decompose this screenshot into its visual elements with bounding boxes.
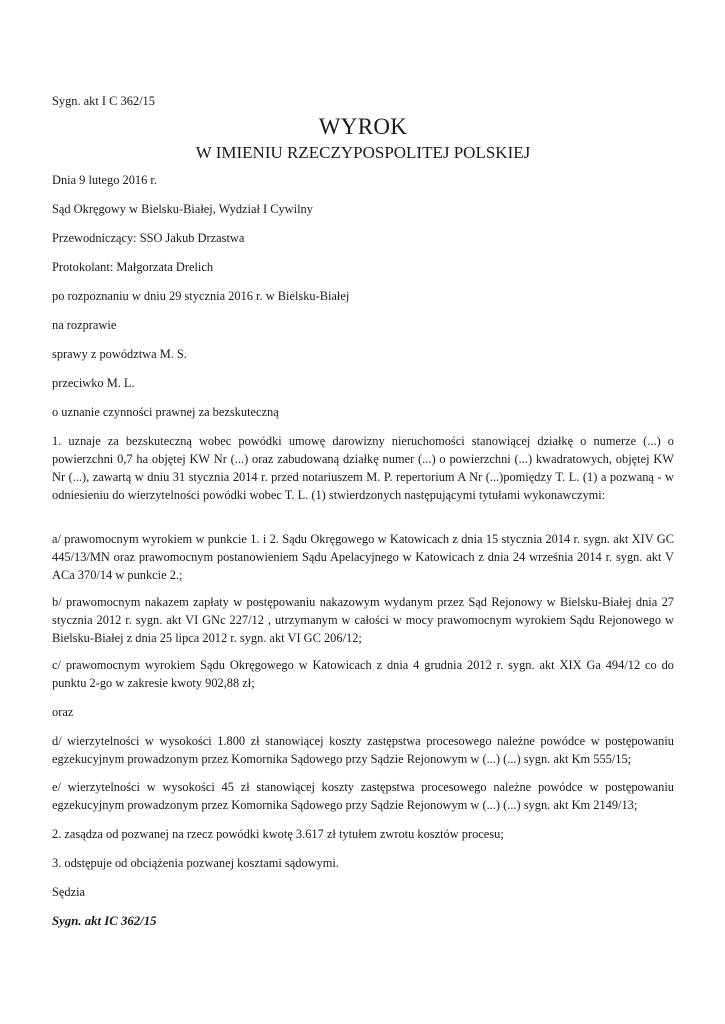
ruling-point-d: d/ wierzytelności w wysokości 1.800 zł stanowiącej koszty zastępstwa procesowego należne powódce w postępowaniu egzekucyjnym prowadzonym przez Komornika Sądowego przy Sądzie Rejonowym w (...) (...) sygn. akt Km 555/15; [52, 734, 674, 766]
ruling-point-e: e/ wierzytelności w wysokości 45 zł stanowiącej koszty zastępstwa procesowego należne powódce w postępowaniu egzekucyjnym prowadzonym przez Komornika Sądowego przy Sądzie Rejonowym w (...) (...) sygn. akt Km 2149/13; [52, 780, 674, 812]
presiding-judge: Przewodniczący: SSO Jakub Drzastwa [52, 231, 245, 245]
case-reference-footer: Sygn. akt IC 362/15 [52, 914, 157, 928]
defendant: przeciwko M. L. [52, 376, 135, 390]
plaintiff: sprawy z powództwa M. S. [52, 347, 187, 361]
case-subject: o uznanie czynności prawnej za bezskuteczną [52, 405, 279, 419]
ruling-point-3: 3. odstępuje od obciążenia pozwanej kosztami sądowymi. [52, 856, 339, 870]
document-title: WYROK [318, 114, 408, 139]
ruling-point-b: b/ prawomocnym nakazem zapłaty w postępowaniu nakazowym wydanym przez Sąd Rejonowy w Bielsku-Białej dnia 27 stycznia 2012 r. sygn. akt VI GNc 227/12 , utrzymanym w całości w mocy prawomocnym wyrokiem Sądu Rejonowego w Bielsku-Białej z dnia 25 lipca 2012 r. sygn. akt VI GC 206/12; [52, 595, 674, 645]
ruling-point-2: 2. zasądza od pozwanej na rzecz powódki kwotę 3.617 zł tytułem zwrotu kosztów procesu; [52, 827, 504, 841]
conjunction-oraz: oraz [52, 705, 74, 719]
judgment-date: Dnia 9 lutego 2016 r. [52, 173, 157, 187]
court-name: Sąd Okręgowy w Bielsku-Białej, Wydział I Cywilny [52, 202, 313, 216]
judge-signature: Sędzia [52, 885, 86, 899]
session-type: na rozprawie [52, 318, 117, 332]
court-clerk: Protokolant: Małgorzata Drelich [52, 260, 214, 274]
document-subtitle: W IMIENIU RZECZYPOSPOLITEJ POLSKIEJ [195, 143, 531, 162]
ruling-point-1: 1. uznaje za bezskuteczną wobec powódki umowę darowizny nieruchomości stanowiącej działkę o numerze (...) o powierzchni 0,7 ha objętej KW Nr (...) oraz zabudowaną działkę numer (...) o powierzchni (...) kwadratowych, objętej KW Nr (...), zawartą w dniu 31 stycznia 2014 r. przed notariuszem M. P. repertorium A Nr (...)pomiędzy T. L. (1) a pozwaną - w odniesieniu do wierzytelności powódki wobec T. L. (1) stwierdzonych następującymi tytułami wykonawczymi: [52, 434, 674, 502]
hearing-info: po rozpoznaniu w dniu 29 stycznia 2016 r. w Bielsku-Białej [52, 289, 350, 303]
ruling-point-a: a/ prawomocnym wyrokiem w punkcie 1. i 2. Sądu Okręgowego w Katowicach z dnia 15 stycznia 2014 r. sygn. akt XIV GC 445/13/MN oraz prawomocnym postanowieniem Sądu Apelacyjnego w Katowicach z dnia 24 września 2014 r. sygn. akt V ACa 370/14 w punkcie 2.; [52, 532, 674, 582]
case-reference-header: Sygn. akt I C 362/15 [52, 94, 155, 108]
ruling-point-c: c/ prawomocnym wyrokiem Sądu Okręgowego w Katowicach z dnia 4 grudnia 2012 r. sygn. akt XIX Ga 494/12 co do punktu 2-go w zakresie kwoty 902,88 zł; [52, 658, 674, 690]
